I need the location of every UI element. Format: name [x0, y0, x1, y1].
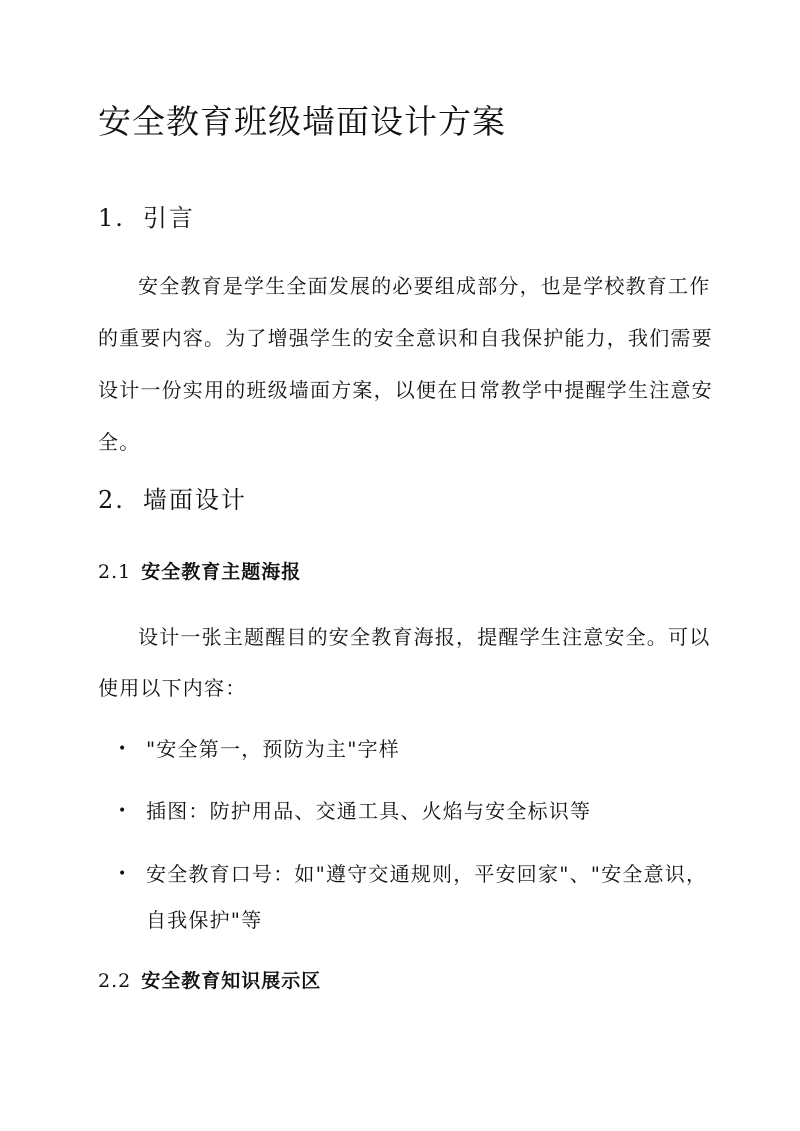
section-number: 2. — [98, 486, 125, 514]
subsection-title: 安全教育主题海报 — [141, 561, 302, 583]
list-item: 安全教育口号：如"遵守交通规则，平安回家"、"安全意识， — [146, 862, 708, 886]
paragraph-line: 使用以下内容： — [98, 676, 247, 700]
section-title: 引言 — [142, 204, 195, 232]
paragraph-line: 全。 — [98, 430, 141, 454]
subsection-number: 2.1 — [98, 561, 132, 583]
section-heading-wall-design — [98, 480, 247, 515]
subsection-title: 安全教育知识展示区 — [141, 970, 322, 992]
list-item: "安全第一，预防为主"字样 — [146, 737, 400, 761]
subsection-heading-knowledge-area — [98, 966, 321, 993]
document-title: 安全教育班级墙面设计方案 — [98, 102, 506, 141]
list-item: 插图：防护用品、交通工具、火焰与安全标识等 — [146, 799, 592, 823]
subsection-number: 2.2 — [98, 970, 132, 992]
paragraph-line: 设计一份实用的班级墙面方案，以便在日常教学中提醒学生注意安 — [98, 378, 713, 402]
subsection-heading-poster — [98, 557, 301, 584]
list-item-continuation: 自我保护"等 — [146, 908, 263, 932]
paragraph-line: 的重要内容。为了增强学生的安全意识和自我保护能力，我们需要 — [98, 326, 713, 350]
section-number: 1. — [98, 204, 125, 232]
section-heading-introduction — [98, 198, 195, 233]
section-title: 墙面设计 — [142, 486, 247, 514]
bullet-dot: • — [118, 866, 127, 882]
bullet-dot: • — [118, 803, 127, 819]
bullet-dot: • — [118, 741, 127, 757]
paragraph-line: 安全教育是学生全面发展的必要组成部分，也是学校教育工作 — [138, 274, 711, 298]
paragraph-line: 设计一张主题醒目的安全教育海报，提醒学生注意安全。可以 — [138, 625, 711, 649]
